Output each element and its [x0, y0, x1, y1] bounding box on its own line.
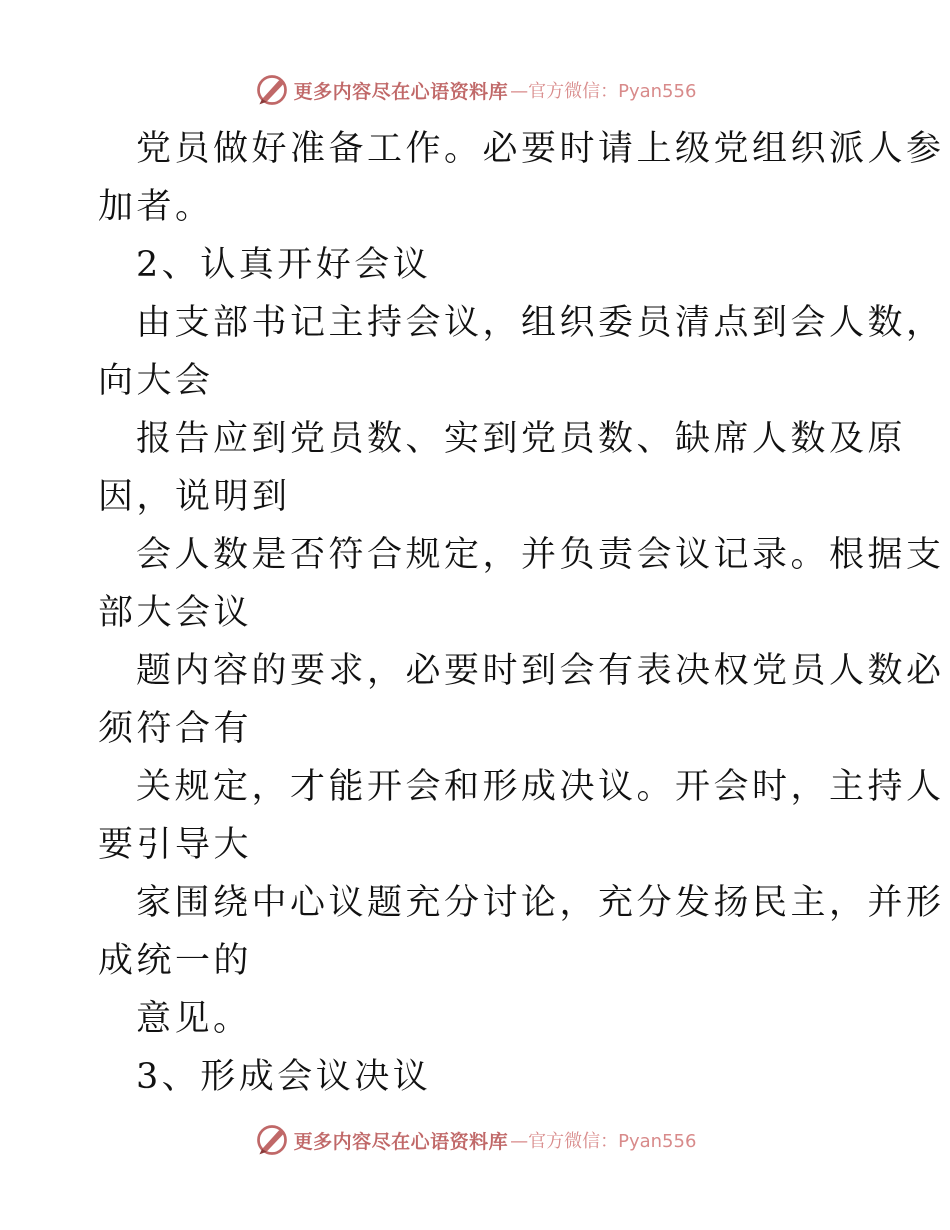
pen-logo-icon [254, 72, 290, 108]
text-line: 2、认真开好会议 [136, 245, 432, 285]
text-line: 题内容的要求，必要时到会有表决权党员人数必 [136, 651, 945, 691]
text-line: 报告应到党员数、实到党员数、缺席人数及原 [136, 419, 907, 459]
text-line: 须符合有 [98, 709, 253, 749]
text-line: 意见。 [136, 999, 252, 1039]
header-watermark [0, 70, 950, 110]
text-line: 3、形成会议决议 [136, 1057, 432, 1097]
footer-watermark [0, 1120, 950, 1160]
watermark-text: 更多内容尽在心语资料库 [293, 1130, 509, 1153]
text-line: 成统一的 [98, 941, 253, 981]
text-line: 会人数是否符合规定，并负责会议记录。根据支 [136, 535, 945, 575]
text-line: 党员做好准备工作。必要时请上级党组织派人参 [136, 129, 945, 169]
text-line: 向大会 [98, 361, 214, 401]
text-line: 因，说明到 [98, 477, 291, 517]
text-line: 关规定，才能开会和形成决议。开会时，主持人 [136, 767, 945, 807]
document-body [98, 120, 945, 1106]
watermark-wechat: —官方微信：Pyan556 [510, 81, 697, 102]
watermark-wechat: —官方微信：Pyan556 [510, 1131, 697, 1152]
text-line: 要引导大 [98, 825, 253, 865]
watermark-text: 更多内容尽在心语资料库 [293, 80, 509, 103]
text-line: 加者。 [98, 187, 214, 227]
pen-logo-icon [254, 1122, 290, 1158]
text-line: 部大会议 [98, 593, 253, 633]
text-line: 由支部书记主持会议，组织委员清点到会人数， [136, 303, 945, 343]
text-line: 家围绕中心议题充分讨论，充分发扬民主，并形 [136, 883, 945, 923]
